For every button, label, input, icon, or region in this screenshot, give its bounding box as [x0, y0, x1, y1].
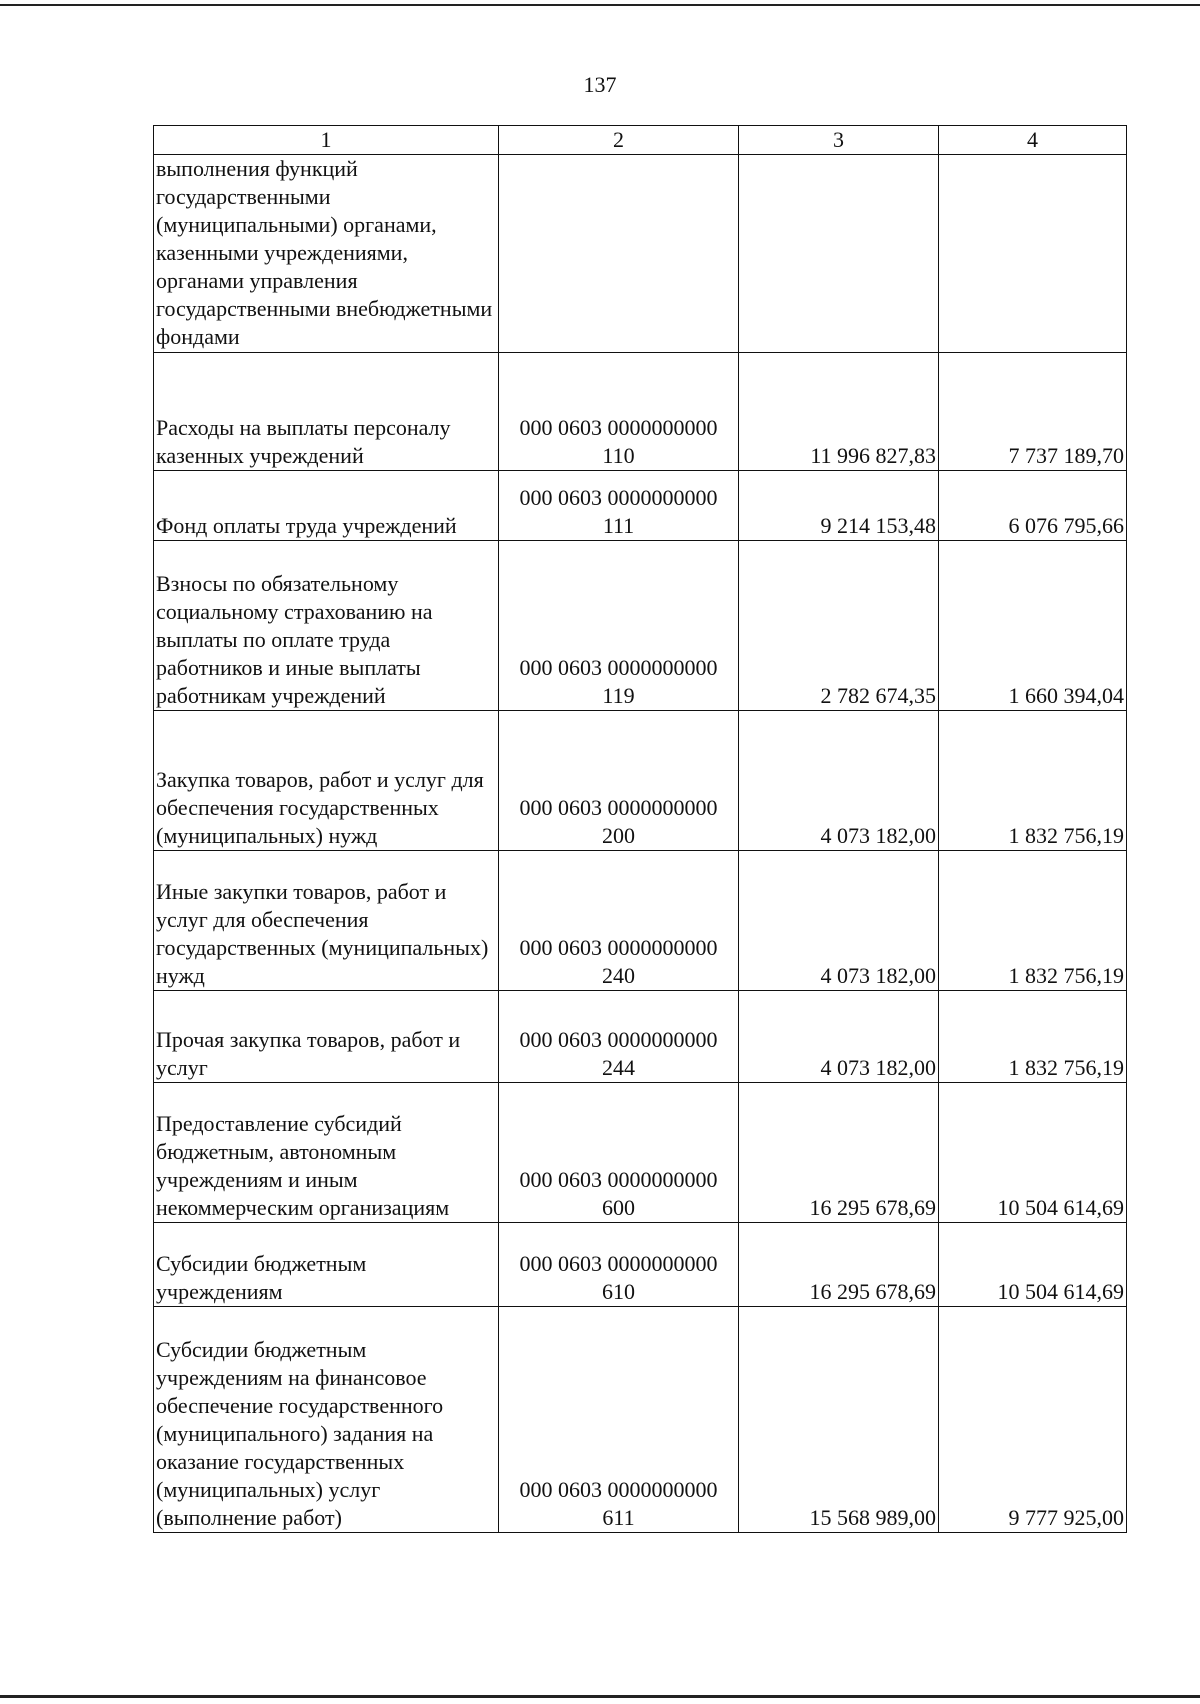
row-code: 000 0603 0000000000 610 — [499, 1223, 739, 1307]
row-value-col3: 16 295 678,69 — [739, 1223, 939, 1307]
row-description: Закупка товаров, работ и услуг для обеспечения государственных (муниципальных) нужд — [154, 711, 499, 851]
row-code: 000 0603 0000000000 611 — [499, 1307, 739, 1533]
row-code: 000 0603 0000000000 240 — [499, 851, 739, 991]
row-value-col4: 10 504 614,69 — [939, 1083, 1127, 1223]
row-value-col4: 1 660 394,04 — [939, 541, 1127, 711]
row-description: Субсидии бюджетным учреждениям — [154, 1223, 499, 1307]
row-code: 000 0603 0000000000 119 — [499, 541, 739, 711]
table-row — [154, 851, 1127, 991]
row-value-col3: 4 073 182,00 — [739, 851, 939, 991]
row-code: 000 0603 0000000000 200 — [499, 711, 739, 851]
table-row — [154, 1083, 1127, 1223]
table-row — [154, 353, 1127, 471]
row-value-col4: 6 076 795,66 — [939, 471, 1127, 541]
row-value-col4: 1 832 756,19 — [939, 851, 1127, 991]
row-value-col3: 4 073 182,00 — [739, 991, 939, 1083]
column-header: 3 — [739, 126, 939, 155]
table-row — [154, 1307, 1127, 1533]
table-row — [154, 471, 1127, 541]
budget-table — [153, 125, 1127, 1533]
row-description: Предоставление субсидий бюджетным, автономным учреждениям и иным некоммерческим организациям — [154, 1083, 499, 1223]
row-code: 000 0603 0000000000 110 — [499, 353, 739, 471]
row-value-col3: 15 568 989,00 — [739, 1307, 939, 1533]
scan-edge-top — [0, 4, 1200, 6]
row-description: выполнения функций государственными (муниципальными) органами, казенными учреждениями, органами управления государственными внебюджетными фондами — [154, 155, 499, 353]
row-value-col3: 9 214 153,48 — [739, 471, 939, 541]
row-value-col4: 9 777 925,00 — [939, 1307, 1127, 1533]
row-value-col3: 2 782 674,35 — [739, 541, 939, 711]
table-row — [154, 541, 1127, 711]
row-value-col3: 16 295 678,69 — [739, 1083, 939, 1223]
page-number: 137 — [583, 72, 617, 97]
row-code: 000 0603 0000000000 600 — [499, 1083, 739, 1223]
row-description: Расходы на выплаты персоналу казенных учреждений — [154, 353, 499, 471]
row-description: Фонд оплаты труда учреждений — [154, 471, 499, 541]
column-header: 4 — [939, 126, 1127, 155]
table-row — [154, 155, 1127, 353]
table-row — [154, 711, 1127, 851]
row-code: 000 0603 0000000000 244 — [499, 991, 739, 1083]
row-description: Субсидии бюджетным учреждениям на финансовое обеспечение государственного (муниципального) задания на оказание государственных (муниципальных) услуг (выполнение работ) — [154, 1307, 499, 1533]
row-value-col4: 1 832 756,19 — [939, 711, 1127, 851]
column-header: 2 — [499, 126, 739, 155]
table-row — [154, 991, 1127, 1083]
row-value-col4: 7 737 189,70 — [939, 353, 1127, 471]
row-value-col3: 11 996 827,83 — [739, 353, 939, 471]
table-header-row — [154, 126, 1127, 155]
column-header: 1 — [154, 126, 499, 155]
row-value-col4: 1 832 756,19 — [939, 991, 1127, 1083]
table-row — [154, 1223, 1127, 1307]
row-description: Взносы по обязательному социальному страхованию на выплаты по оплате труда работников и иные выплаты работникам учреждений — [154, 541, 499, 711]
row-value-col3: 4 073 182,00 — [739, 711, 939, 851]
row-description: Прочая закупка товаров, работ и услуг — [154, 991, 499, 1083]
row-description: Иные закупки товаров, работ и услуг для обеспечения государственных (муниципальных) нужд — [154, 851, 499, 991]
scan-edge-bottom — [0, 1695, 1200, 1698]
row-code: 000 0603 0000000000 111 — [499, 471, 739, 541]
row-value-col4: 10 504 614,69 — [939, 1223, 1127, 1307]
